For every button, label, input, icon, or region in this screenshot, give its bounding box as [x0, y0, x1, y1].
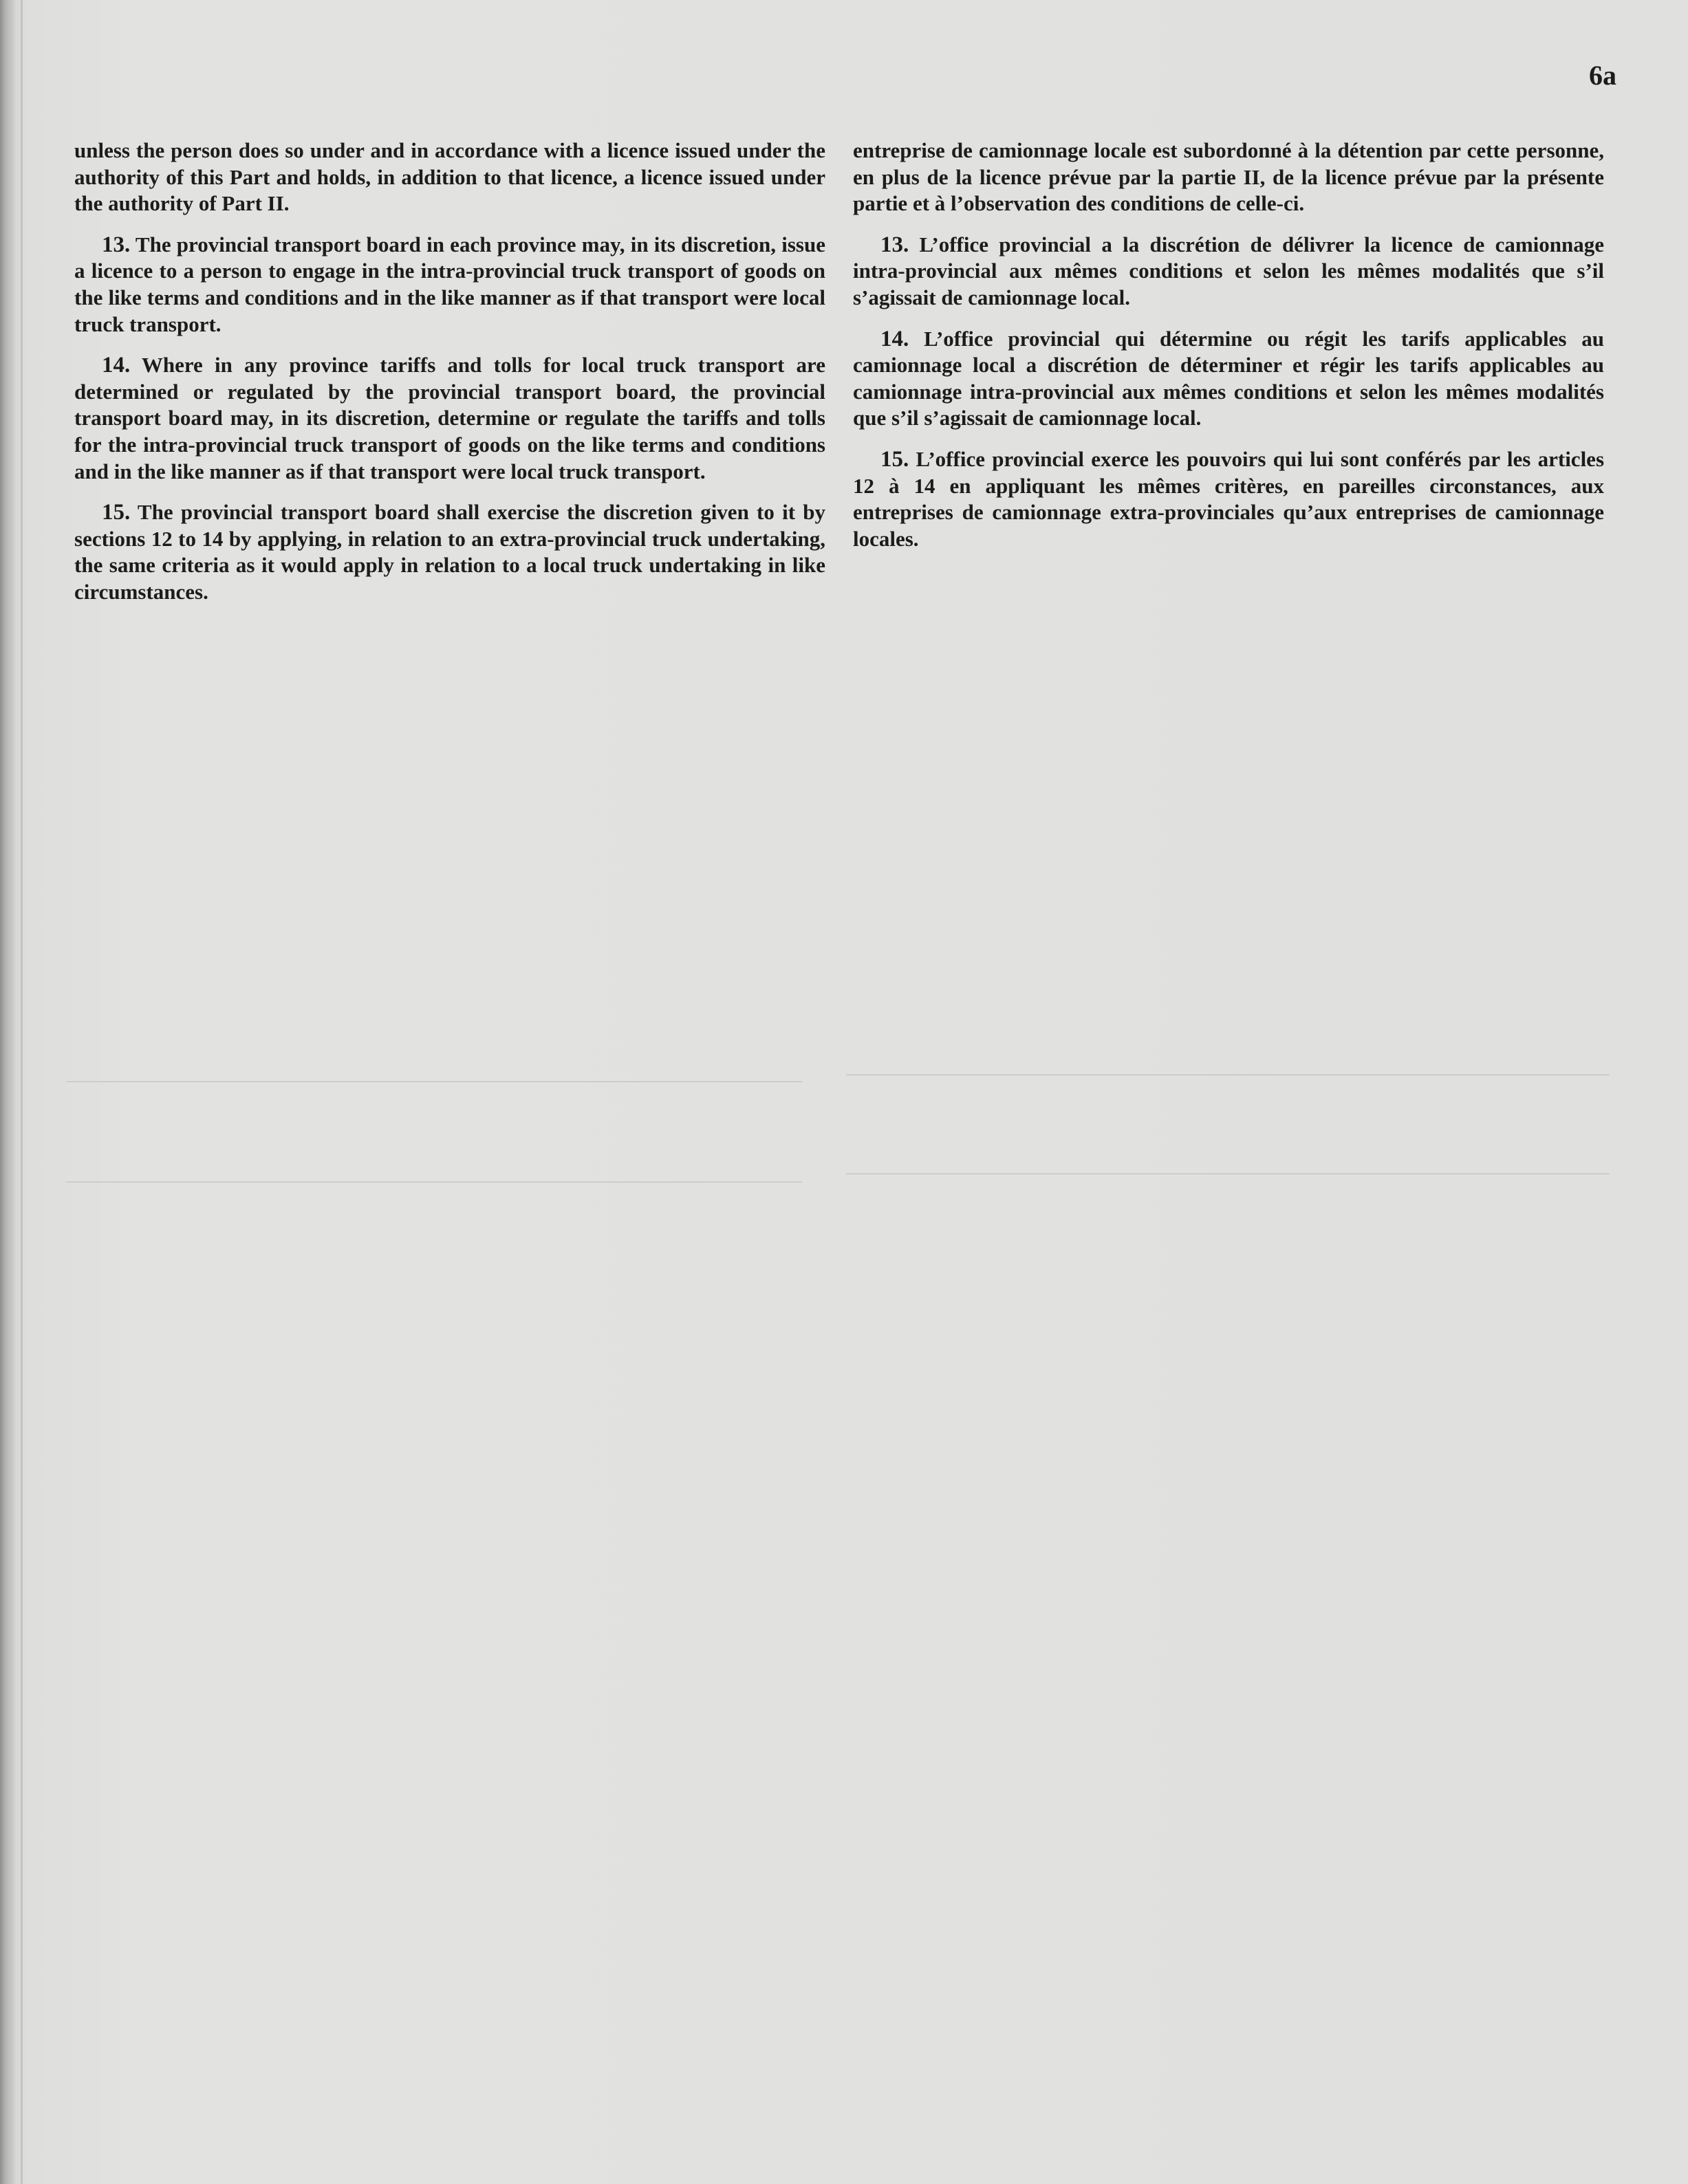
english-column: [74, 138, 825, 620]
section-number: 13.: [880, 232, 909, 257]
french-section-15: [853, 446, 1604, 552]
bleed-through-rule-left-top: [66, 1081, 802, 1082]
english-section-14: [74, 352, 825, 485]
paragraph-text: unless the person does so under and in accordance with a licence issued under the authority of this Part and holds, in addition to that licence, a licence issued under the authority of Part II.: [74, 138, 825, 216]
section-number: 15.: [102, 500, 131, 525]
paragraph-text: L’office provincial exerce les pouvoirs qui lui sont conférés par les articles 12 à 14 en appliquant les mêmes critères, en pareilles circonstances, aux entreprises de camionnage extra-provinciales qu’aux entreprises de camionnage locales.: [853, 446, 1605, 551]
french-column: [853, 138, 1604, 567]
french-section-14: [853, 326, 1604, 432]
paragraph-text: L’office provincial a la discrétion de délivrer la licence de camionnage intra-provincial aux mêmes conditions et selon les mêmes modalités que s’il s’agissait de camionnage local.: [853, 232, 1605, 309]
binding-line: [21, 0, 23, 2184]
bleed-through-rule-right-top: [846, 1074, 1610, 1075]
bleed-through-rule-right-bottom: [846, 1173, 1610, 1175]
section-number: 13.: [102, 232, 131, 257]
section-number: 14.: [102, 353, 131, 378]
paragraph-text: entreprise de camionnage locale est subordonné à la détention par cette personne, en plus de la licence prévue par la partie II, de la licence prévue par la présente partie et à l’observation des conditions de celle-ci.: [853, 138, 1604, 216]
english-section-13: [74, 232, 825, 338]
french-paragraph-continuation: [853, 138, 1604, 217]
paragraph-text: The provincial transport board shall exercise the discretion given to it by sections 12 to 14 by applying, in relation to an extra-provincial truck undertaking, the same criteria as it would apply in relation to a local truck undertaking in like circumstances.: [74, 500, 825, 604]
paragraph-text: The provincial transport board in each province may, in its discretion, issue a licence to a person to engage in the intra-provincial truck transport of goods on the like terms and conditions and in the like manner as if that transport were local truck transport.: [74, 232, 825, 336]
section-number: 15.: [880, 446, 909, 472]
paragraph-text: L’office provincial qui détermine ou régit les tarifs applicables au camionnage local a discrétion de déterminer et régir les tarifs applicables au camionnage intra-provincial aux mêmes conditions et selon les mêmes modalités que s’il s’agissait de camionnage local.: [853, 326, 1604, 430]
binding-edge: [0, 0, 15, 2184]
english-paragraph-continuation: [74, 138, 825, 217]
section-number: 14.: [880, 326, 909, 351]
paragraph-text: Where in any province tariffs and tolls for local truck transport are determined or regulated by the provincial transport board, the provincial transport board may, in its discretion, determine or regulate the tariffs and tolls for the intra-provincial truck transport of goods on the like terms and conditions and in the like manner as if that transport were local truck transport.: [74, 353, 825, 483]
french-section-13: [853, 232, 1604, 312]
page-number: 6a: [1589, 60, 1616, 91]
bleed-through-rule-left-bottom: [66, 1181, 802, 1183]
english-section-15: [74, 499, 825, 605]
